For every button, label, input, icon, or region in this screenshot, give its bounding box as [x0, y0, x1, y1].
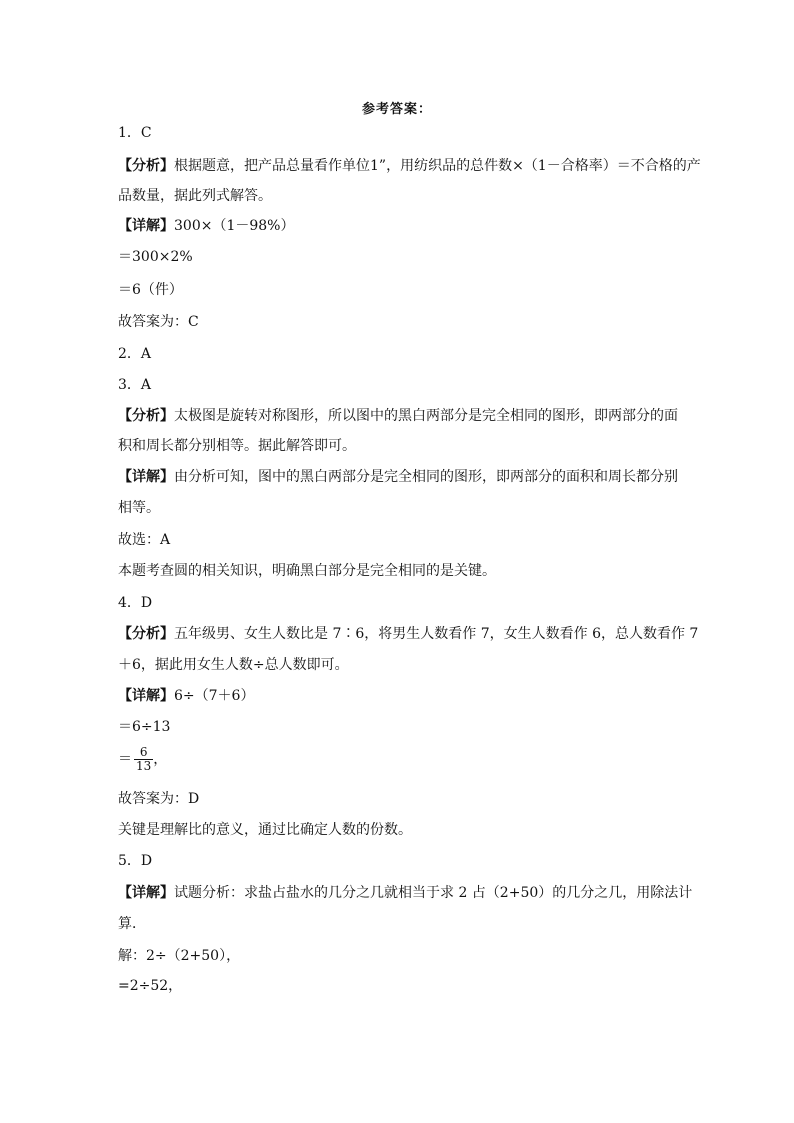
q3-analysis-tag: 【分析】: [118, 408, 174, 424]
q1-detail-line-3: ＝6（件）: [118, 282, 183, 298]
q5-detail-tag: 【详解】: [118, 885, 174, 901]
q4-detail-tag: 【详解】: [118, 688, 174, 704]
q3-note: 本题考查圆的相关知识，明确黑白部分是完全相同的是关键。: [118, 563, 496, 579]
q3-answer: 故选：A: [118, 532, 171, 548]
q4-analysis-line-2: ＋6，据此用女生人数÷总人数即可。: [118, 657, 349, 673]
q4-detail-line-1: [118, 687, 254, 705]
fraction-denominator: 13: [136, 759, 152, 773]
q4-analysis-line-1: [118, 625, 698, 643]
q3-detail-tag: 【详解】: [118, 469, 174, 485]
q5-detail-line-2: 算．: [118, 916, 146, 932]
fraction-numerator: 6: [134, 746, 153, 760]
q3-analysis-text-1: 太极图是旋转对称图形，所以图中的黑白两部分是完全相同的图形，即两部分的面: [174, 408, 678, 424]
q1-detail-line-2: ＝300×2%: [118, 249, 193, 265]
q1-detail-tag: 【详解】: [118, 218, 174, 234]
q4-detail-text-1: 6÷（7＋6）: [174, 688, 255, 704]
q5-solution-line-2: =2÷52，: [118, 978, 183, 994]
q2-number: 2．A: [118, 346, 152, 362]
q3-analysis-line-1: [118, 407, 678, 425]
q3-detail-text-1: 由分析可知，图中的黑白两部分是完全相同的图形，即两部分的面积和周长都分别: [174, 469, 678, 485]
q1-analysis-line-2: 品数量，据此列式解答。: [118, 188, 272, 204]
q3-detail-line-1: [118, 468, 678, 486]
q5-detail-line-1: [118, 884, 692, 902]
q3-analysis-line-2: 积和周长都分别相等。据此解答即可。: [118, 438, 356, 454]
q4-comma: ，: [153, 751, 168, 768]
q1-number: 1．C: [118, 125, 152, 141]
q1-analysis-line-1: [118, 157, 701, 175]
q4-answer: 故答案为：D: [118, 791, 200, 807]
q5-number: 5．D: [118, 853, 153, 869]
q1-analysis-tag: 【分析】: [118, 158, 174, 174]
q3-detail-line-2: 相等。: [118, 500, 160, 516]
q4-equals: ＝: [118, 751, 132, 768]
q4-number: 4．D: [118, 595, 153, 611]
q5-detail-text-1: 试题分析：求盐占盐水的几分之几就相当于求 2 占（2+50）的几分之几，用除法计: [174, 885, 693, 901]
q4-detail-line-3: [118, 746, 167, 773]
q1-detail-line-1: [118, 217, 294, 235]
q1-analysis-text-1: 根据题意，把产品总量看作单位1”，用纺织品的总件数×（1－合格率）＝不合格的产: [174, 158, 701, 174]
q1-answer: 故答案为：C: [118, 314, 199, 330]
q4-analysis-tag: 【分析】: [118, 626, 174, 642]
q5-solution-line-1: 解：2÷（2+50），: [118, 948, 241, 964]
q1-detail-text-1: 300×（1－98%）: [174, 218, 295, 234]
page-title: 参考答案：: [361, 102, 432, 117]
q3-number: 3．A: [118, 377, 152, 393]
q4-fraction: [134, 746, 153, 773]
q4-detail-line-2: ＝6÷13: [118, 719, 171, 735]
q4-analysis-text-1: 五年级男、女生人数比是 7∶6，将男生人数看作 7，女生人数看作 6，总人数看作 7: [174, 626, 699, 642]
q4-note: 关键是理解比的意义，通过比确定人数的份数。: [118, 822, 412, 838]
